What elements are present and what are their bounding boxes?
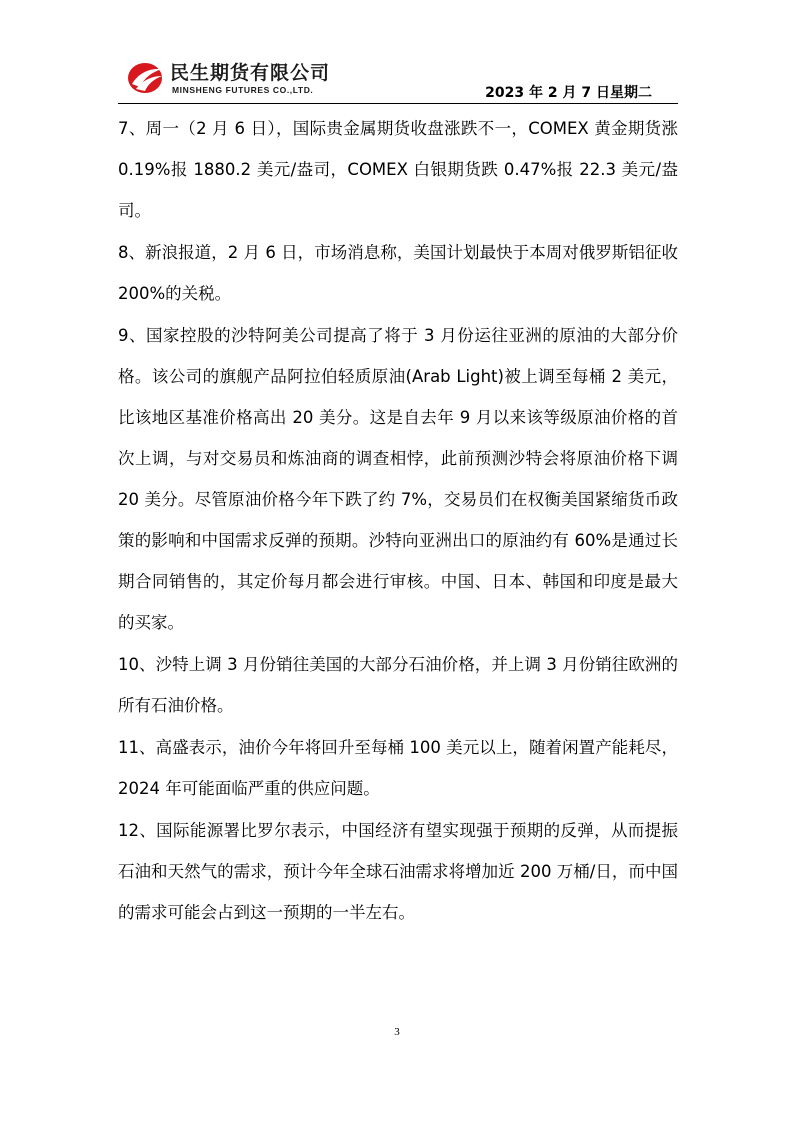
logo-english-name: MINSHENG FUTURES CO.,LTD. — [172, 85, 314, 95]
page-header — [118, 52, 678, 104]
page-number: 3 — [394, 1026, 400, 1038]
news-item-9: 9、国家控股的沙特阿美公司提高了将于 3 月份运往亚洲的原油的大部分价格。该公司的旗舰产品阿拉伯轻质原油(Arab Light)被上调至每桶 2 美元，比该地区基准价格高出 20 美分。这是自去年 9 月以来该等级原油价格的首次上调，与对交易员和炼油商的调查相悖，此前预测沙特会将原油价格下调 20 美分。尽管原油价格今年下跌了约 7%，交易员们在权衡美国紧缩货币政策的影响和中国需求反弹的预期。沙特向亚洲出口的原油约有 60%是通过长期合同销售的，其定价每月都会进行审核。中国、日本、韩国和印度是最大的买家。 — [118, 326, 678, 632]
logo-chinese-name: 民生期货有限公司 — [170, 62, 331, 84]
news-item-11: 11、高盛表示，油价今年将回升至每桶 100 美元以上，随着闲置产能耗尽，2024 年可能面临严重的供应问题。 — [118, 738, 678, 798]
news-item-8: 8、新浪报道，2 月 6 日，市场消息称，美国计划最快于本周对俄罗斯铝征收 200%的关税。 — [118, 243, 678, 303]
news-item-12: 12、国际能源署比罗尔表示，中国经济有望实现强于预期的反弹，从而提振石油和天然气的需求，预计今年全球石油需求将增加近 200 万桶/日，而中国的需求可能会占到这一预期的一半左右。 — [118, 821, 678, 922]
news-item-10: 10、沙特上调 3 月份销往美国的大部分石油价格，并上调 3 月份销往欧洲的所有石油价格。 — [118, 655, 678, 715]
news-item-7: 7、周一（2 月 6 日），国际贵金属期货收盘涨跌不一，COMEX 黄金期货涨 0.19%报 1880.2 美元/盎司，COMEX 白银期货跌 0.47%报 22.3 美元/盎司。 — [118, 119, 678, 220]
news-content — [118, 108, 678, 934]
minsheng-logo-icon — [126, 60, 166, 96]
header-divider — [118, 103, 678, 104]
company-logo — [126, 56, 366, 100]
report-date: 2023 年 2 月 7 日星期二 — [485, 85, 652, 101]
